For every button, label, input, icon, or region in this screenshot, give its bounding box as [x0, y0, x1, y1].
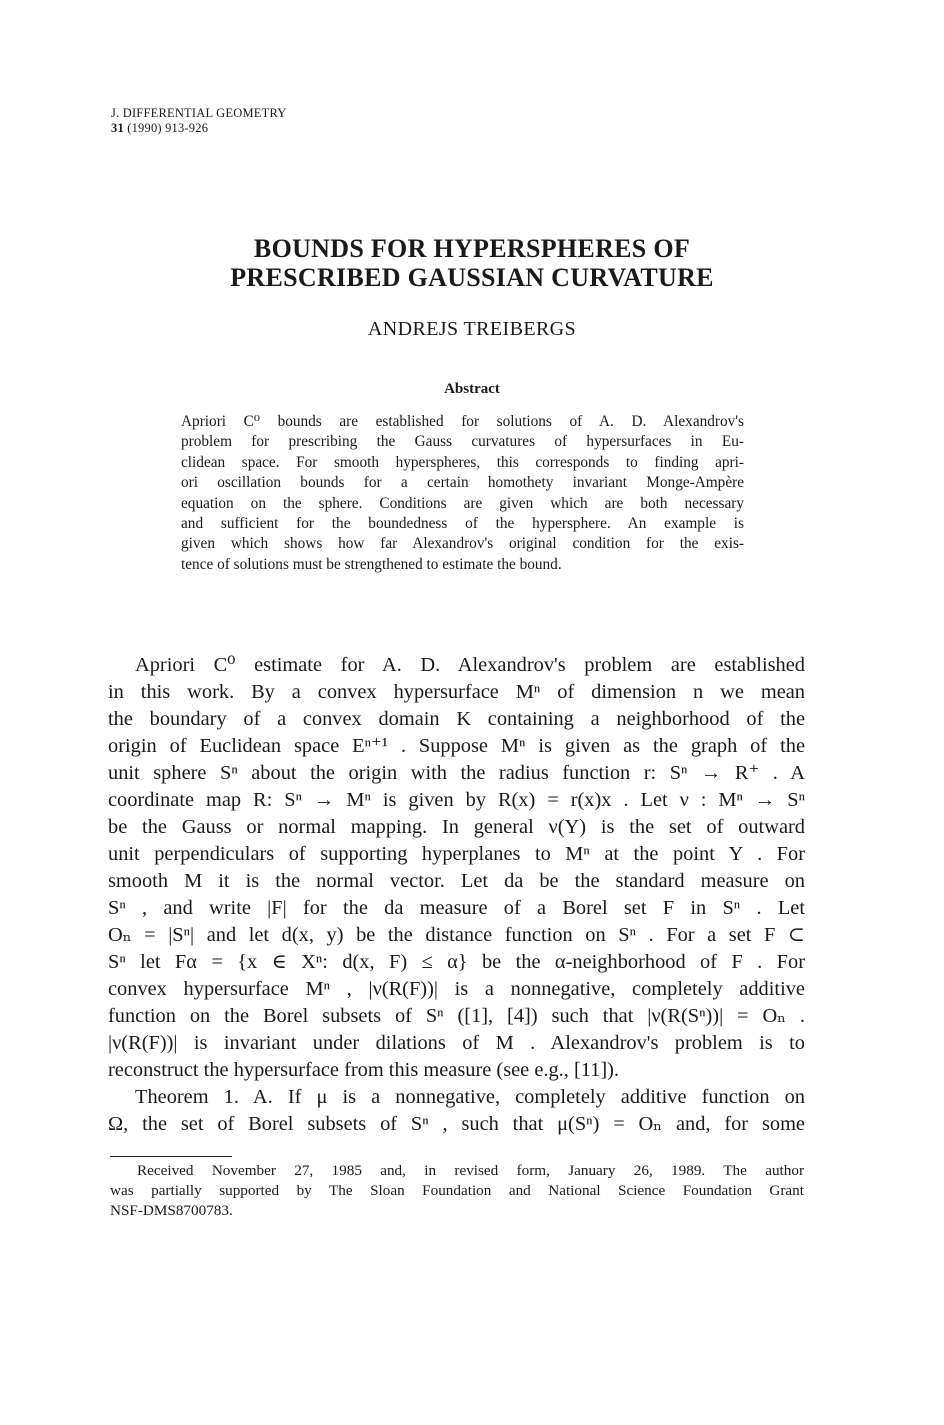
body-text: [108, 652, 805, 1138]
footnote-rule: [110, 1156, 232, 1157]
theorem-line: Ω, the set of Borel subsets of Sⁿ , such that μ(Sⁿ) = Oₙ and, for some: [108, 1113, 805, 1135]
abstract-line: Apriori C⁰ bounds are established for solutions of A. D. Alexandrov's: [181, 413, 744, 430]
body-line: in this work. By a convex hypersurface Mⁿ of dimension n we mean: [108, 681, 805, 703]
title-line-1: BOUNDS FOR HYPERSPHERES OF: [253, 234, 691, 263]
body-line: |ν(R(F))| is invariant under dilations of M . Alexandrov's problem is to: [108, 1032, 805, 1054]
journal-header: [111, 106, 287, 136]
body-line: convex hypersurface Mⁿ , |ν(R(F))| is a nonnegative, completely additive: [108, 978, 805, 1000]
body-line: smooth M it is the normal vector. Let da be the standard measure on: [108, 870, 805, 892]
abstract-line: ori oscillation bounds for a certain homothety invariant Monge-Ampère: [181, 474, 744, 492]
abstract-line: equation on the sphere. Conditions are given which are both necessary: [181, 494, 744, 512]
paper-title: [0, 234, 944, 292]
journal-volume: 31 (1990) 913-926: [111, 121, 209, 135]
body-line: Apriori C⁰ estimate for A. D. Alexandrov's problem are established: [135, 654, 805, 676]
body-line: Sⁿ , and write |F| for the da measure of a Borel set F in Sⁿ . Let: [108, 897, 805, 919]
abstract-line: tence of solutions must be strengthened to estimate the bound.: [181, 555, 562, 573]
footnote-line: was partially supported by The Sloan Foundation and National Science Foundation Grant: [110, 1182, 804, 1199]
abstract-line: problem for prescribing the Gauss curvatures of hypersurfaces in Eu-: [181, 433, 744, 451]
body-line: unit sphere Sⁿ about the origin with the radius function r: Sⁿ → R⁺ . A: [108, 762, 805, 784]
abstract-line: given which shows how far Alexandrov's original condition for the exis-: [181, 535, 744, 553]
abstract-text: [181, 412, 744, 575]
body-line: function on the Borel subsets of Sⁿ ([1], [4]) such that |ν(R(Sⁿ))| = Oₙ .: [108, 1005, 805, 1027]
theorem-line: Theorem 1. A. If μ is a nonnegative, completely additive function on: [135, 1086, 805, 1108]
body-line: unit perpendiculars of supporting hyperplanes to Mⁿ at the point Y . For: [108, 843, 805, 865]
body-line: Sⁿ let Fα = {x ∈ Xⁿ: d(x, F) ≤ α} be the α-neighborhood of F . For: [108, 951, 805, 973]
body-line: origin of Euclidean space Eⁿ⁺¹ . Suppose Mⁿ is given as the graph of the: [108, 735, 805, 757]
body-line: reconstruct the hypersurface from this measure (see e.g., [11]).: [108, 1059, 620, 1081]
body-line: the boundary of a convex domain K containing a neighborhood of the: [108, 708, 805, 730]
footnote: [110, 1161, 804, 1221]
footnote-line: NSF-DMS8700783.: [110, 1202, 233, 1219]
footnote-line: Received November 27, 1985 and, in revised form, January 26, 1989. The author: [137, 1162, 804, 1179]
journal-name: J. DIFFERENTIAL GEOMETRY: [111, 106, 287, 120]
title-line-2: PRESCRIBED GAUSSIAN CURVATURE: [230, 263, 714, 292]
abstract-line: and sufficient for the boundedness of the hypersphere. An example is: [181, 515, 744, 533]
body-line: Oₙ = |Sⁿ| and let d(x, y) be the distance function on Sⁿ . For a set F ⊂: [108, 924, 805, 946]
author-name: ANDREJS TREIBERGS: [367, 318, 577, 340]
abstract-line: clidean space. For smooth hyperspheres, this corresponds to finding apri-: [181, 453, 744, 471]
body-line: be the Gauss or normal mapping. In general ν(Y) is the set of outward: [108, 816, 805, 838]
abstract-heading: Abstract: [444, 381, 500, 397]
body-line: coordinate map R: Sⁿ → Mⁿ is given by R(x) = r(x)x . Let ν : Mⁿ → Sⁿ: [108, 789, 805, 811]
